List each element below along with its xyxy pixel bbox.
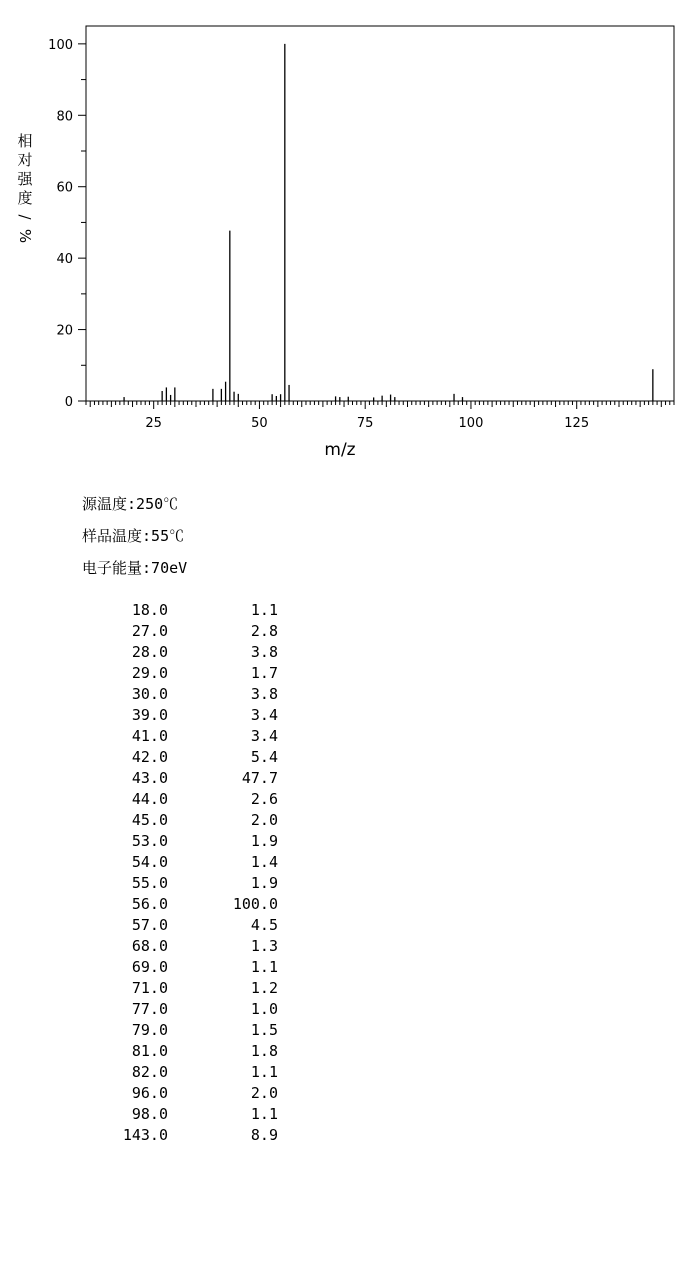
peak-mz-cell: 98.0: [131, 1105, 168, 1123]
peak-intensity-cell: 2.0: [250, 1084, 278, 1102]
peak-intensity-cell: 3.8: [250, 685, 278, 703]
y-axis-label-char: /: [16, 214, 34, 220]
peak-mz-cell: 57.0: [131, 916, 168, 934]
peak-intensity-cell: 1.1: [250, 958, 278, 976]
peak-mz-cell: 55.0: [131, 874, 168, 892]
table-row: [82, 999, 302, 1020]
peak-table: [82, 600, 302, 1146]
x-axis-label: m/z: [324, 440, 356, 460]
x-tick-label: 125: [564, 416, 590, 431]
peak-intensity-cell: 1.4: [250, 853, 278, 871]
table-row: [82, 789, 302, 810]
peak-intensity-cell: 2.6: [250, 790, 278, 808]
table-row: [82, 957, 302, 978]
table-row: [82, 831, 302, 852]
peak-mz-cell: 79.0: [131, 1021, 168, 1039]
peak-mz-cell: 71.0: [131, 979, 168, 997]
table-row: [82, 684, 302, 705]
peak-mz-cell: 45.0: [131, 811, 168, 829]
peak-mz-cell: 77.0: [131, 1000, 168, 1018]
peak-intensity-cell: 1.5: [250, 1021, 278, 1039]
table-row: [82, 1104, 302, 1125]
table-row: [82, 1041, 302, 1062]
peak-mz-cell: 68.0: [131, 937, 168, 955]
peak-intensity-cell: 1.9: [250, 832, 278, 850]
peak-intensity-cell: 1.2: [250, 979, 278, 997]
peak-mz-cell: 43.0: [131, 769, 168, 787]
x-tick-label: 75: [356, 416, 374, 431]
peak-mz-cell: 44.0: [131, 790, 168, 808]
peak-intensity-cell: 2.8: [250, 622, 278, 640]
condition-sample-temperature: 样品温度:55℃: [82, 527, 185, 545]
peak-mz-cell: 96.0: [131, 1084, 168, 1102]
table-row: [82, 1062, 302, 1083]
peak-mz-cell: 54.0: [131, 853, 168, 871]
peak-intensity-cell: 1.1: [250, 1063, 278, 1081]
y-axis-label-char: 对: [17, 151, 33, 169]
condition-label: 电子能量: [82, 559, 143, 577]
peak-mz-cell: 39.0: [131, 706, 168, 724]
peak-intensity-cell: 8.9: [250, 1126, 278, 1144]
table-row: [82, 1083, 302, 1104]
peak-intensity-cell: 1.9: [250, 874, 278, 892]
y-tick-label: 20: [56, 323, 73, 339]
x-tick-label: 25: [145, 416, 162, 431]
peak-intensity-cell: 47.7: [241, 769, 278, 787]
peak-intensity-cell: 1.1: [250, 601, 278, 619]
peak-mz-cell: 82.0: [131, 1063, 168, 1081]
table-row: [82, 768, 302, 789]
y-axis-label-char: %: [16, 228, 34, 244]
peak-intensity-cell: 3.4: [250, 727, 278, 745]
y-tick-label: 80: [56, 109, 73, 125]
y-axis-label-char: 相: [17, 132, 33, 150]
table-row: [82, 1020, 302, 1041]
peak-mz-cell: 81.0: [131, 1042, 168, 1060]
table-row: [82, 747, 302, 768]
y-tick-label: 100: [48, 37, 73, 53]
table-row: [82, 600, 302, 621]
table-row: [82, 810, 302, 831]
table-row: [82, 915, 302, 936]
peak-intensity-cell: 1.3: [250, 937, 278, 955]
mass-spectrum-chart: [0, 0, 687, 470]
condition-label: 源温度: [82, 495, 128, 513]
peak-mz-cell: 143.0: [122, 1126, 168, 1144]
peak-intensity-cell: 1.8: [250, 1042, 278, 1060]
y-axis-label-char: 强: [17, 170, 33, 188]
peak-mz-cell: 28.0: [131, 643, 168, 661]
peak-mz-cell: 41.0: [131, 727, 168, 745]
peak-intensity-cell: 100.0: [232, 895, 278, 913]
peak-intensity-cell: 1.1: [250, 1105, 278, 1123]
condition-source-temperature: 源温度:250℃: [82, 495, 179, 513]
condition-label: 样品温度: [82, 527, 143, 545]
peak-mz-cell: 53.0: [131, 832, 168, 850]
y-tick-label: 0: [64, 395, 73, 410]
table-row: [82, 642, 302, 663]
peak-intensity-cell: 1.7: [250, 664, 278, 682]
peak-intensity-cell: 3.4: [250, 706, 278, 724]
peak-intensity-cell: 1.0: [250, 1000, 278, 1018]
condition-value: 55℃: [151, 527, 185, 545]
y-tick-label: 40: [56, 252, 73, 268]
x-tick-label: 50: [251, 416, 268, 431]
conditions-block: [82, 492, 187, 588]
table-row: [82, 621, 302, 642]
peak-mz-cell: 27.0: [131, 622, 168, 640]
condition-value: 250℃: [136, 495, 179, 513]
y-tick-label: 60: [56, 180, 73, 196]
peak-mz-cell: 42.0: [131, 748, 168, 766]
table-row: [82, 663, 302, 684]
plot-frame: [86, 26, 674, 401]
peak-mz-cell: 30.0: [131, 685, 168, 703]
condition-value: 70eV: [151, 559, 188, 577]
peak-intensity-cell: 5.4: [250, 748, 278, 766]
peak-mz-cell: 69.0: [131, 958, 168, 976]
table-row: [82, 1125, 302, 1146]
table-row: [82, 873, 302, 894]
peak-mz-cell: 29.0: [131, 664, 168, 682]
condition-electron-energy: 电子能量:70eV: [82, 559, 188, 577]
table-row: [82, 978, 302, 999]
table-row: [82, 705, 302, 726]
peak-intensity-cell: 4.5: [250, 916, 278, 934]
peak-mz-cell: 56.0: [131, 895, 168, 913]
peak-mz-cell: 18.0: [131, 601, 168, 619]
y-axis-label-char: 度: [17, 189, 33, 207]
y-axis-label: [16, 132, 34, 243]
table-row: [82, 726, 302, 747]
table-row: [82, 852, 302, 873]
table-row: [82, 936, 302, 957]
peak-intensity-cell: 2.0: [250, 811, 278, 829]
table-row: [82, 894, 302, 915]
peak-intensity-cell: 3.8: [250, 643, 278, 661]
x-tick-label: 100: [458, 416, 484, 431]
